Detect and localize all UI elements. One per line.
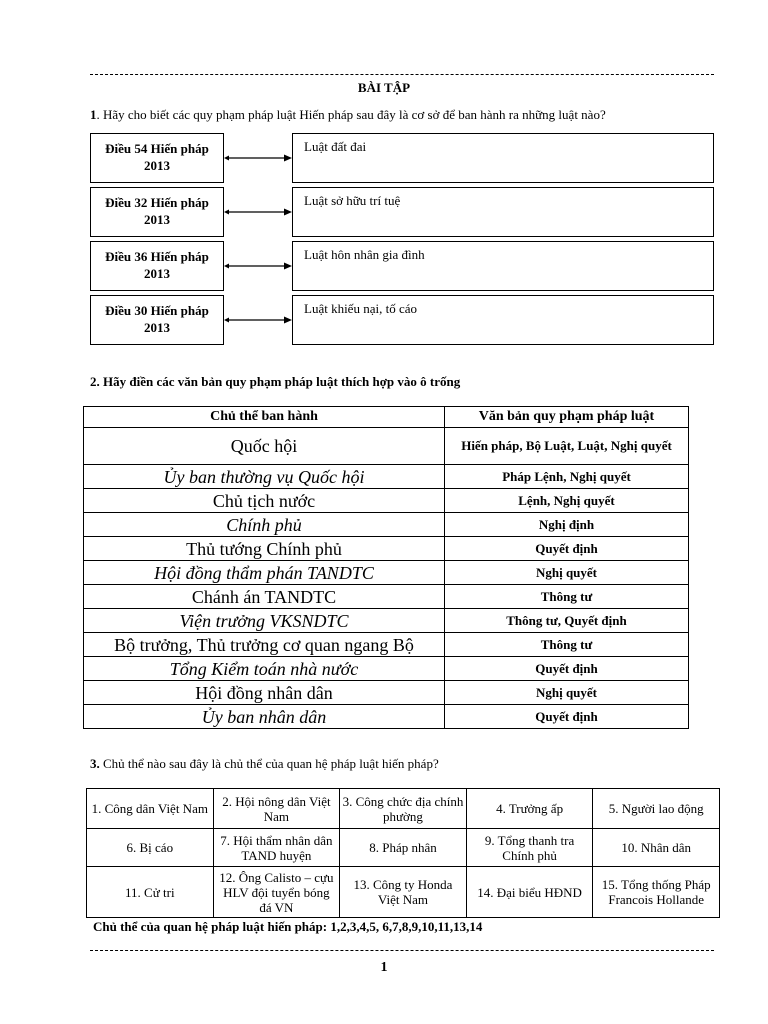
question-3-number: 3.	[90, 756, 100, 771]
table-row	[84, 657, 689, 681]
table-row	[84, 609, 689, 633]
article-box: Điều 30 Hiến pháp 2013	[90, 295, 224, 345]
article-law-pair	[90, 295, 714, 347]
table-row	[87, 829, 720, 867]
document-cell: Pháp Lệnh, Nghị quyết	[445, 465, 689, 489]
table-row	[84, 705, 689, 729]
table-row	[84, 681, 689, 705]
issuer-cell: Tổng Kiểm toán nhà nước	[84, 657, 445, 681]
double-arrow-icon	[224, 154, 292, 162]
subject-cell: 6. Bị cáo	[87, 829, 214, 867]
law-box: Luật sở hữu trí tuệ	[292, 187, 714, 237]
document-cell: Lệnh, Nghị quyết	[445, 489, 689, 513]
document-cell: Thông tư	[445, 585, 689, 609]
document-cell: Quyết định	[445, 537, 689, 561]
subject-cell: 11. Cử tri	[87, 867, 214, 918]
header-document: Văn bản quy phạm pháp luật	[445, 407, 689, 428]
subject-cell: 14. Đại biểu HĐND	[466, 867, 593, 918]
question-3-text: Chủ thể nào sau đây là chủ thể của quan hệ pháp luật hiến pháp?	[99, 756, 439, 771]
question-1-text: . Hãy cho biết các quy phạm pháp luật Hiến pháp sau đây là cơ sở để ban hành ra những luật nào?	[96, 107, 606, 122]
issuer-table	[83, 406, 689, 729]
issuer-cell: Ủy ban thường vụ Quốc hội	[84, 465, 445, 489]
question-2	[90, 374, 460, 390]
law-box: Luật đất đai	[292, 133, 714, 183]
subject-cell: 5. Người lao động	[593, 789, 720, 829]
page-number: 1	[380, 960, 388, 975]
article-box: Điều 32 Hiến pháp 2013	[90, 187, 224, 237]
table-row	[84, 561, 689, 585]
table-row	[84, 633, 689, 657]
question-1	[90, 107, 606, 123]
table-row	[84, 513, 689, 537]
subject-cell: 8. Pháp nhân	[340, 829, 467, 867]
subject-cell: 15. Tổng thống Pháp Francois Hollande	[593, 867, 720, 918]
subjects-table	[86, 788, 720, 918]
question-2-text: 2. Hãy điền các văn bản quy phạm pháp luật thích hợp vào ô trống	[90, 374, 461, 389]
top-divider	[90, 74, 714, 75]
double-arrow-icon	[224, 316, 292, 324]
page-title: BÀI TẬP	[357, 80, 411, 95]
law-box: Luật hôn nhân gia đình	[292, 241, 714, 291]
issuer-cell: Ủy ban nhân dân	[84, 705, 445, 729]
document-cell: Hiến pháp, Bộ Luật, Luật, Nghị quyết	[445, 428, 689, 465]
table-row	[84, 585, 689, 609]
subject-cell: 12. Ông Calisto – cựu HLV đội tuyển bóng đá VN	[213, 867, 340, 918]
double-arrow-icon	[224, 208, 292, 216]
subject-cell: 3. Công chức địa chính phường	[340, 789, 467, 829]
document-cell: Quyết định	[445, 705, 689, 729]
subject-cell: 1. Công dân Việt Nam	[87, 789, 214, 829]
issuer-cell: Quốc hội	[84, 428, 445, 465]
article-law-pair	[90, 241, 714, 293]
document-cell: Nghị quyết	[445, 561, 689, 585]
document-cell: Thông tư, Quyết định	[445, 609, 689, 633]
bottom-divider	[90, 950, 714, 951]
question-3	[90, 756, 439, 772]
subject-cell: 4. Trưởng ấp	[466, 789, 593, 829]
subject-cell: 2. Hội nông dân Việt Nam	[213, 789, 340, 829]
issuer-cell: Thủ tướng Chính phủ	[84, 537, 445, 561]
issuer-cell: Chính phủ	[84, 513, 445, 537]
table-row	[84, 428, 689, 465]
issuer-cell: Chánh án TANDTC	[84, 585, 445, 609]
subject-cell: 7. Hội thẩm nhân dân TAND huyện	[213, 829, 340, 867]
issuer-cell: Bộ trưởng, Thủ trưởng cơ quan ngang Bộ	[84, 633, 445, 657]
double-arrow-icon	[224, 262, 292, 270]
subject-cell: 9. Tổng thanh tra Chính phủ	[466, 829, 593, 867]
article-law-pair	[90, 133, 714, 185]
law-box: Luật khiếu nại, tố cáo	[292, 295, 714, 345]
document-cell: Nghị quyết	[445, 681, 689, 705]
document-cell: Thông tư	[445, 633, 689, 657]
table-row	[87, 789, 720, 829]
document-cell: Quyết định	[445, 657, 689, 681]
document-cell: Nghị định	[445, 513, 689, 537]
subject-cell: 13. Công ty Honda Việt Nam	[340, 867, 467, 918]
table-row	[84, 489, 689, 513]
issuer-cell: Hội đồng thẩm phán TANDTC	[84, 561, 445, 585]
table-header	[84, 407, 689, 428]
question-1-number: 1	[90, 107, 97, 122]
table-row	[87, 867, 720, 918]
table-row	[84, 465, 689, 489]
article-box: Điều 54 Hiến pháp 2013	[90, 133, 224, 183]
answer-text: Chủ thể của quan hệ pháp luật hiến pháp: 1,2,3,4,5, 6,7,8,9,10,11,13,14	[93, 919, 483, 934]
issuer-cell: Chủ tịch nước	[84, 489, 445, 513]
subject-cell: 10. Nhân dân	[593, 829, 720, 867]
article-law-pair	[90, 187, 714, 239]
issuer-cell: Hội đồng nhân dân	[84, 681, 445, 705]
article-box: Điều 36 Hiến pháp 2013	[90, 241, 224, 291]
header-subject: Chủ thể ban hành	[84, 407, 445, 428]
issuer-cell: Viện trưởng VKSNDTC	[84, 609, 445, 633]
table-row	[84, 537, 689, 561]
